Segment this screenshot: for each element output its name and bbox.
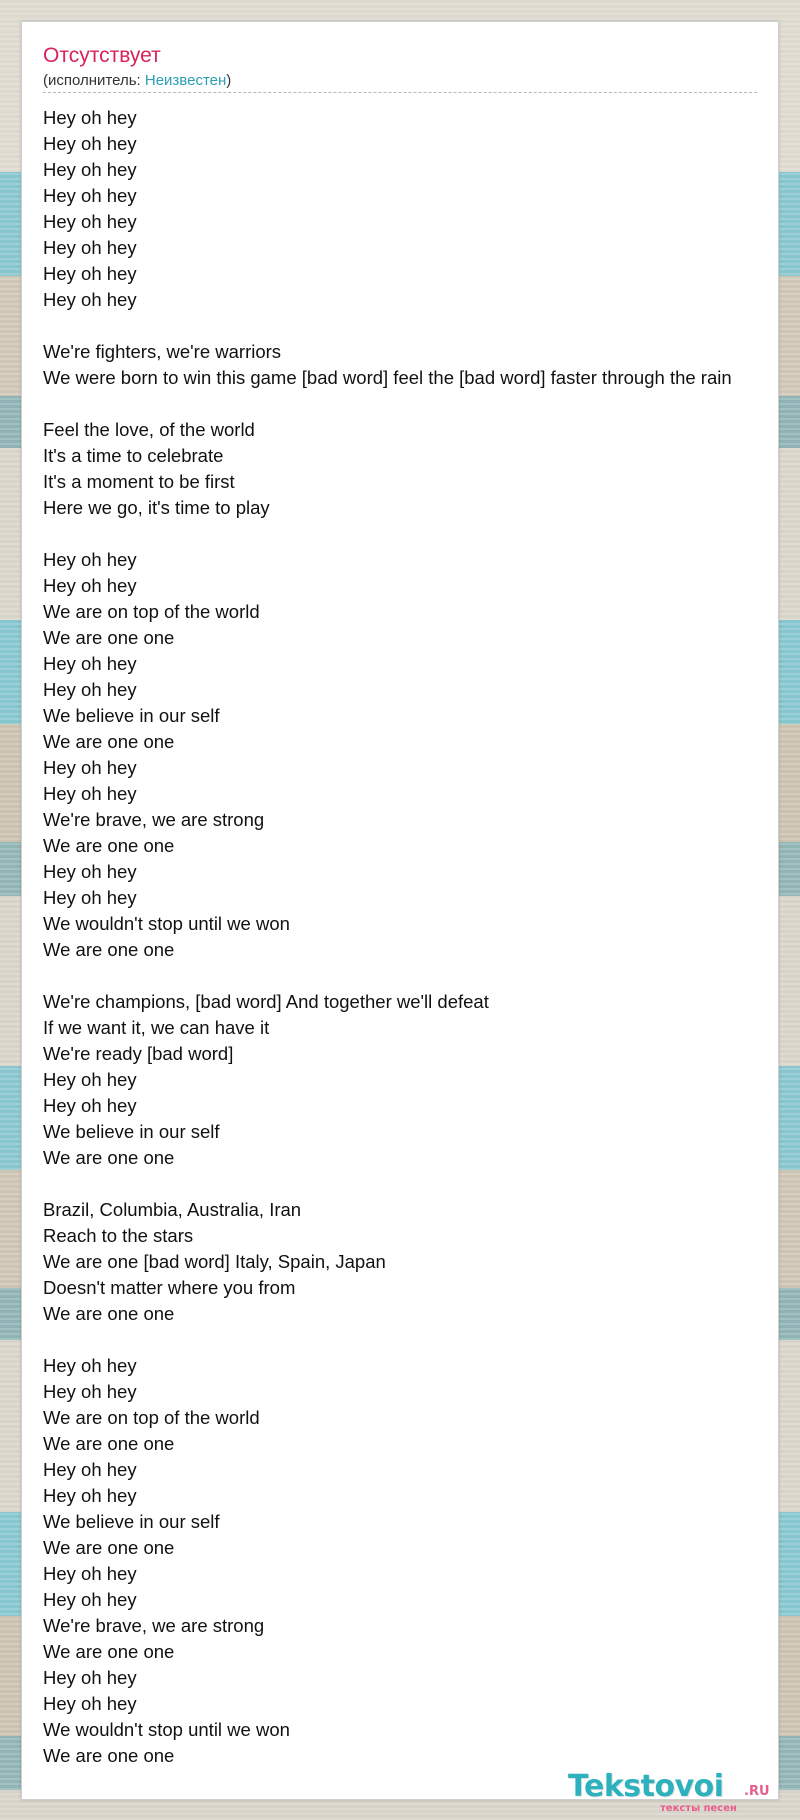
artist-line	[43, 72, 231, 90]
lyric-line: Reach to the stars	[43, 1225, 194, 1246]
watermark-brand: Tekstovoi	[568, 1769, 724, 1804]
lyric-line: Hey oh hey	[43, 887, 137, 908]
lyric-line: Hey oh hey	[43, 1485, 137, 1506]
lyric-line: Hey oh hey	[43, 679, 137, 700]
lyric-line: We are one one	[43, 1641, 175, 1662]
lyric-line: We are one [bad word] Italy, Spain, Japan	[43, 1251, 386, 1272]
lyric-line: Here we go, it's time to play	[43, 497, 270, 518]
lyrics-text	[43, 105, 779, 1769]
lyric-line: Hey oh hey	[43, 653, 137, 674]
lyric-line: Hey oh hey	[43, 185, 137, 206]
artist-prefix: (исполнитель:	[43, 72, 145, 89]
lyric-line: Hey oh hey	[43, 1095, 137, 1116]
lyric-line: Hey oh hey	[43, 1667, 137, 1688]
artist-link[interactable]: Неизвестен	[144, 72, 227, 89]
lyric-line: We are one one	[43, 1303, 175, 1324]
lyric-line: Hey oh hey	[43, 107, 137, 128]
lyric-line: Hey oh hey	[43, 133, 137, 154]
lyric-line: Hey oh hey	[43, 1381, 137, 1402]
lyric-line: It's a moment to be first	[43, 471, 235, 492]
lyric-line: We're champions, [bad word] And together we'll defeat	[43, 991, 489, 1012]
lyric-line: Brazil, Columbia, Australia, Iran	[43, 1199, 302, 1220]
lyric-line: We are on top of the world	[43, 601, 260, 622]
lyric-line: We're brave, we are strong	[43, 1615, 265, 1636]
lyric-line: Hey oh hey	[43, 289, 137, 310]
lyric-line: We are one one	[43, 1745, 175, 1766]
lyric-line: Hey oh hey	[43, 861, 137, 882]
lyric-line: We're ready [bad word]	[43, 1043, 234, 1064]
lyric-line: We believe in our self	[43, 705, 220, 726]
lyric-blank-line	[43, 313, 779, 339]
lyric-line: Hey oh hey	[43, 1355, 137, 1376]
lyric-line: We are one one	[43, 835, 175, 856]
lyric-line: We believe in our self	[43, 1511, 220, 1532]
lyric-line: Hey oh hey	[43, 783, 137, 804]
site-watermark	[568, 1770, 768, 1816]
lyric-line: We're fighters, we're warriors	[43, 341, 282, 362]
lyric-line: We're brave, we are strong	[43, 809, 265, 830]
lyric-line: We are one one	[43, 627, 175, 648]
song-title: Отсутствует	[43, 44, 161, 67]
lyric-blank-line	[43, 1171, 779, 1197]
lyric-line: We wouldn't stop until we won	[43, 1719, 290, 1740]
lyric-line: We were born to win this game [bad word] feel the [bad word] faster through the rain	[43, 367, 732, 388]
artist-suffix: )	[226, 72, 232, 89]
title-divider	[43, 92, 757, 93]
lyric-line: Hey oh hey	[43, 1069, 137, 1090]
lyric-line: Hey oh hey	[43, 1459, 137, 1480]
lyric-line: Feel the love, of the world	[43, 419, 255, 440]
lyric-line: Hey oh hey	[43, 1693, 137, 1714]
lyric-line: Hey oh hey	[43, 1589, 137, 1610]
lyrics-panel	[21, 21, 779, 1800]
lyric-line: We believe in our self	[43, 1121, 220, 1142]
lyric-line: Hey oh hey	[43, 1563, 137, 1584]
lyric-line: Doesn't matter where you from	[43, 1277, 296, 1298]
lyric-line: We are one one	[43, 1147, 175, 1168]
lyric-line: We are one one	[43, 939, 175, 960]
watermark-domain: .RU	[744, 1784, 770, 1799]
watermark-tagline: тексты песен	[660, 1803, 737, 1814]
lyric-line: If we want it, we can have it	[43, 1017, 270, 1038]
lyric-blank-line	[43, 963, 779, 989]
lyric-line: Hey oh hey	[43, 237, 137, 258]
lyric-line: Hey oh hey	[43, 757, 137, 778]
lyric-blank-line	[43, 521, 779, 547]
lyric-line: Hey oh hey	[43, 263, 137, 284]
lyric-line: We are one one	[43, 1537, 175, 1558]
lyric-line: We are on top of the world	[43, 1407, 260, 1428]
lyric-line: We wouldn't stop until we won	[43, 913, 290, 934]
lyric-blank-line	[43, 391, 779, 417]
lyric-line: We are one one	[43, 731, 175, 752]
lyric-line: Hey oh hey	[43, 549, 137, 570]
lyric-line: Hey oh hey	[43, 211, 137, 232]
lyric-line: We are one one	[43, 1433, 175, 1454]
lyric-line: Hey oh hey	[43, 575, 137, 596]
lyric-line: It's a time to celebrate	[43, 445, 224, 466]
lyric-line: Hey oh hey	[43, 159, 137, 180]
lyric-blank-line	[43, 1327, 779, 1353]
